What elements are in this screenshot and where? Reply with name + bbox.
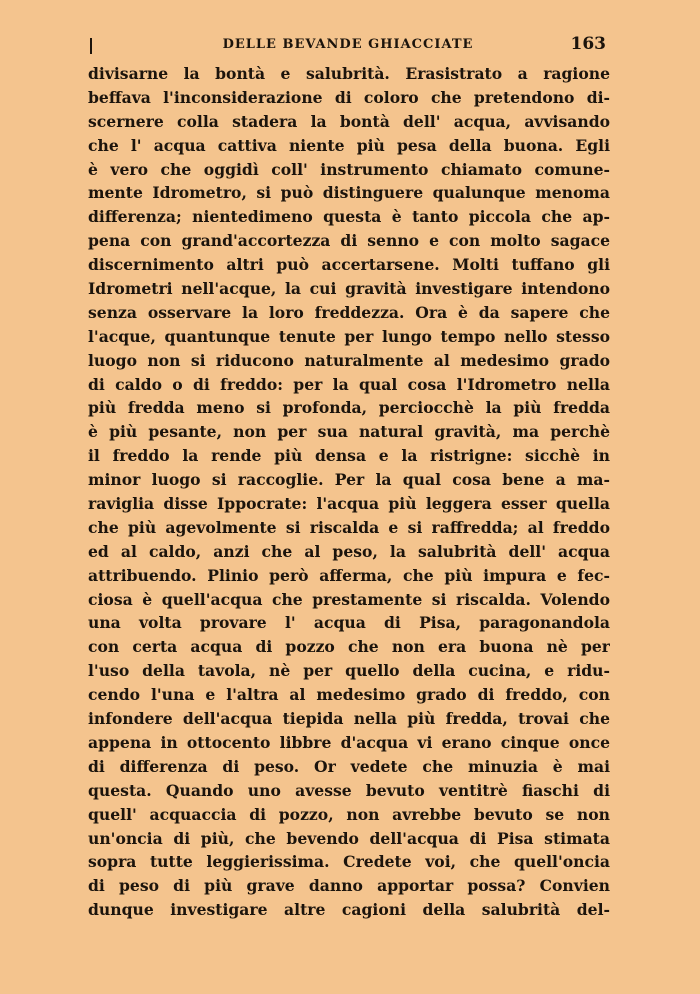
text-line: con certa acqua di pozzo che non era buona nè per	[88, 637, 610, 657]
text-line: l'acque, quantunque tenute per lungo tempo nello stesso	[88, 326, 610, 346]
text-line: di peso di più grave danno apportar possa? Convien	[88, 876, 610, 896]
text-line: pena con grand'accortezza di senno e con molto sagace	[88, 231, 610, 251]
body-text	[88, 62, 610, 922]
text-line: il freddo la rende più densa e la ristrigne: sicchè in	[88, 446, 610, 466]
text-line: che l' acqua cattiva niente più pesa della buona. Egli	[88, 135, 610, 155]
page-number: 163	[570, 34, 606, 54]
text-line: infondere dell'acqua tiepida nella più fredda, trovai che	[88, 709, 610, 729]
text-line: una volta provare l' acqua di Pisa, paragonandola	[88, 613, 610, 633]
text-line: ciosa è quell'acqua che prestamente si riscalda. Volendo	[88, 589, 610, 609]
text-line: senza osservare la loro freddezza. Ora è da sapere che	[88, 302, 610, 322]
text-line: Idrometri nell'acque, la cui gravità investigare intendono	[88, 279, 610, 299]
text-line: beffava l'inconsiderazione di coloro che pretendono di-	[88, 87, 610, 107]
text-line: ed al caldo, anzi che al peso, la salubrità dell' acqua	[88, 541, 610, 561]
text-line: l'uso della tavola, nè per quello della cucina, e ridu-	[88, 661, 610, 681]
text-line: di caldo o di freddo: per la qual cosa l'Idrometro nella	[88, 374, 610, 394]
text-line: appena in ottocento libbre d'acqua vi erano cinque once	[88, 732, 610, 752]
text-line: attribuendo. Plinio però afferma, che più impura e fec-	[88, 565, 610, 585]
text-line: più fredda meno si profonda, perciocchè la più fredda	[88, 398, 610, 418]
text-line: luogo non si riducono naturalmente al medesimo grado	[88, 350, 610, 370]
text-line: minor luogo si raccoglie. Per la qual cosa bene a ma-	[88, 470, 610, 490]
text-line: è più pesante, non per sua natural gravità, ma perchè	[88, 422, 610, 442]
running-title: DELLE BEVANDE GHIACCIATE	[222, 37, 474, 52]
text-line: è vero che oggidì coll' instrumento chiamato comune-	[88, 159, 610, 179]
text-line: di differenza di peso. Or vedete che minuzia è mai	[88, 756, 610, 776]
text-line: che più agevolmente si riscalda e si raffredda; al freddo	[88, 517, 610, 537]
text-line: scernere colla stadera la bontà dell' acqua, avvisando	[88, 111, 610, 131]
text-line: differenza; nientedimeno questa è tanto piccola che ap-	[88, 207, 610, 227]
text-line: dunque investigare altre cagioni della salubrità del-	[88, 900, 610, 920]
text-line: quell' acquaccia di pozzo, non avrebbe bevuto se non	[88, 804, 610, 824]
text-line: questa. Quando uno avesse bevuto ventitrè fiaschi di	[88, 780, 610, 800]
text-line: mente Idrometro, si può distinguere qualunque menoma	[88, 183, 610, 203]
text-line: discernimento altri può accertarsene. Molti tuffano gli	[88, 255, 610, 275]
text-line: divisarne la bontà e salubrità. Erasistrato a ragione	[88, 64, 610, 83]
page-header	[86, 34, 610, 56]
text-line: sopra tutte leggierissima. Credete voi, che quell'oncia	[88, 852, 610, 872]
text-line: raviglia disse Ippocrate: l'acqua più leggera esser quella	[88, 494, 610, 514]
text-line: cendo l'una e l'altra al medesimo grado di freddo, con	[88, 685, 610, 705]
text-line: un'oncia di più, che bevendo dell'acqua di Pisa stimata	[88, 828, 610, 848]
